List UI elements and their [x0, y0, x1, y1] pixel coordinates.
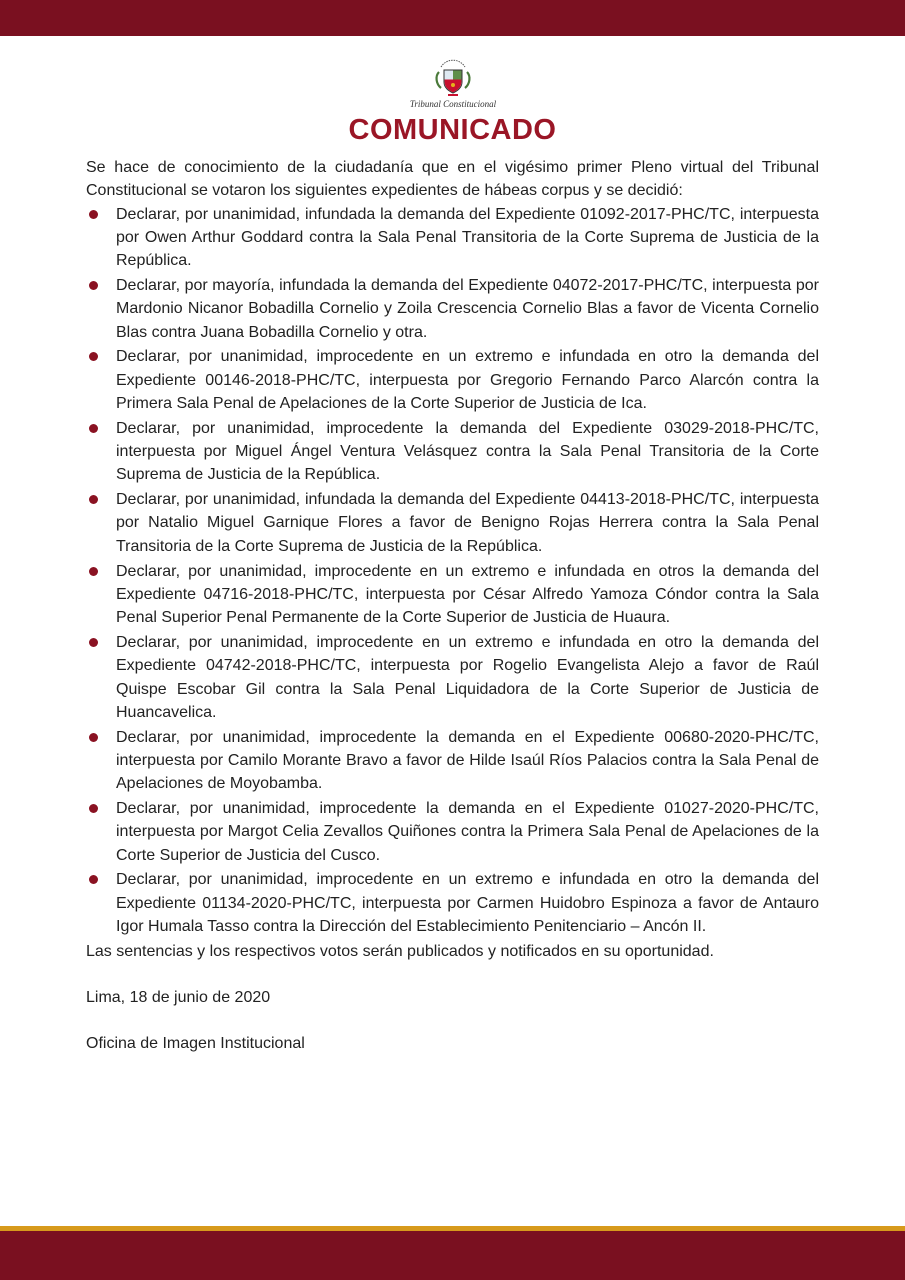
list-item [86, 345, 819, 415]
intro-paragraph: Se hace de conocimiento de la ciudadanía que en el vigésimo primer Pleno virtual del Tribunal Constitucional se votaron los siguientes expedientes de hábeas corpus y se decidió: [86, 159, 819, 200]
bullet-icon [89, 352, 98, 361]
communique-body [86, 156, 819, 1056]
closing-paragraph: Las sentencias y los respectivos votos serán publicados y notificados en su oportunidad. [86, 942, 714, 960]
bullet-icon [89, 210, 98, 219]
list-item [86, 868, 819, 938]
list-item-text: Declarar, por unanimidad, improcedente en un extremo e infundada en otro la demanda del Expediente 01134-2020-PHC/TC, interpuesta por Carmen Huidobro Espinoza a favor de Antauro Igor Humala Tasso contra la Dirección del Establecimiento Penitenciario – Ancón II. [116, 871, 819, 935]
list-item [86, 203, 819, 273]
tribunal-logo [405, 58, 501, 114]
bullet-icon [89, 281, 98, 290]
list-item-text: Declarar, por unanimidad, improcedente la demanda en el Expediente 00680-2020-PHC/TC, interpuesta por Camilo Morante Bravo a favor de Hilde Isaúl Ríos Palacios contra la Sala Penal de Apelaciones de Moyobamba. [116, 728, 819, 793]
date-line: Lima, 18 de junio de 2020 [86, 989, 271, 1007]
list-item-text: Declarar, por unanimidad, improcedente en un extremo e infundada en otros la demanda del Expediente 04716-2018-PHC/TC, interpuesta por César Alfredo Yamoza Cóndor contra la Sala Penal Superior Penal Permanente de la Corte Superior de Justicia de Huaura. [116, 562, 819, 627]
institution-name: Tribunal Constitucional [409, 99, 497, 109]
list-item-text: Declarar, por unanimidad, improcedente la demanda del Expediente 03029-2018-PHC/TC, interpuesta por Miguel Ángel Ventura Velásquez contra la Sala Penal Transitoria de la Corte Suprema de Justicia de la República. [116, 419, 819, 484]
coat-of-arms-icon [433, 58, 473, 98]
bullet-icon [89, 733, 98, 742]
list-item-text: Declarar, por unanimidad, infundada la demanda del Expediente 01092-2017-PHC/TC, interpuesta por Owen Arthur Goddard contra la Sala Penal Transitoria de la Corte Suprema de Justicia de la República. [116, 205, 819, 270]
list-item [86, 726, 819, 796]
list-item-text: Declarar, por mayoría, infundada la demanda del Expediente 04072-2017-PHC/TC, interpuesta por Mardonio Nicanor Bobadilla Cornelio y Zoila Crescencia Cornelio Blas a favor de Vicenta Cornelio Blas contra Juana Bobadilla Cornelio y otra. [116, 276, 819, 341]
bullet-icon [89, 424, 98, 433]
bottom-band [0, 1231, 905, 1280]
bullet-icon [89, 875, 98, 884]
bullet-icon [89, 567, 98, 576]
list-item [86, 274, 819, 344]
list-item [86, 488, 819, 558]
list-item-text: Declarar, por unanimidad, improcedente la demanda en el Expediente 01027-2020-PHC/TC, interpuesta por Margot Celia Zevallos Quiñones contra la Primera Sala Penal de Apelaciones de la Corte Superior de Justicia del Cusco. [116, 800, 819, 864]
list-item [86, 631, 819, 724]
bullet-icon [89, 804, 98, 813]
list-item-text: Declarar, por unanimidad, infundada la demanda del Expediente 04413-2018-PHC/TC, interpuesta por Natalio Miguel Garnique Flores a favor de Benigno Rojas Herrera contra la Sala Penal Transitoria de la Corte Suprema de Justicia de la República. [116, 491, 819, 555]
list-item-text: Declarar, por unanimidad, improcedente en un extremo e infundada en otro la demanda del Expediente 04742-2018-PHC/TC, interpuesta por Rogelio Evangelista Alejo a favor de Raúl Quispe Escobar Gil contra la Sala Penal Liquidadora de la Corte Superior de Justicia de Huancavelica. [116, 633, 819, 721]
bullet-icon [89, 495, 98, 504]
page-title: COMUNICADO [348, 114, 557, 146]
bullet-icon [89, 638, 98, 647]
list-item [86, 417, 819, 487]
decision-list [86, 203, 819, 939]
list-item [86, 560, 819, 630]
list-item-text: Declarar, por unanimidad, improcedente en un extremo e infundada en otro la demanda del Expediente 00146-2018-PHC/TC, interpuesta por Gregorio Fernando Parco Alarcón contra la Primera Sala Penal de Apelaciones de la Corte Superior de Justicia de Ica. [116, 348, 819, 412]
signature-line: Oficina de Imagen Institucional [86, 1035, 305, 1053]
top-band [0, 0, 905, 36]
list-item [86, 797, 819, 867]
